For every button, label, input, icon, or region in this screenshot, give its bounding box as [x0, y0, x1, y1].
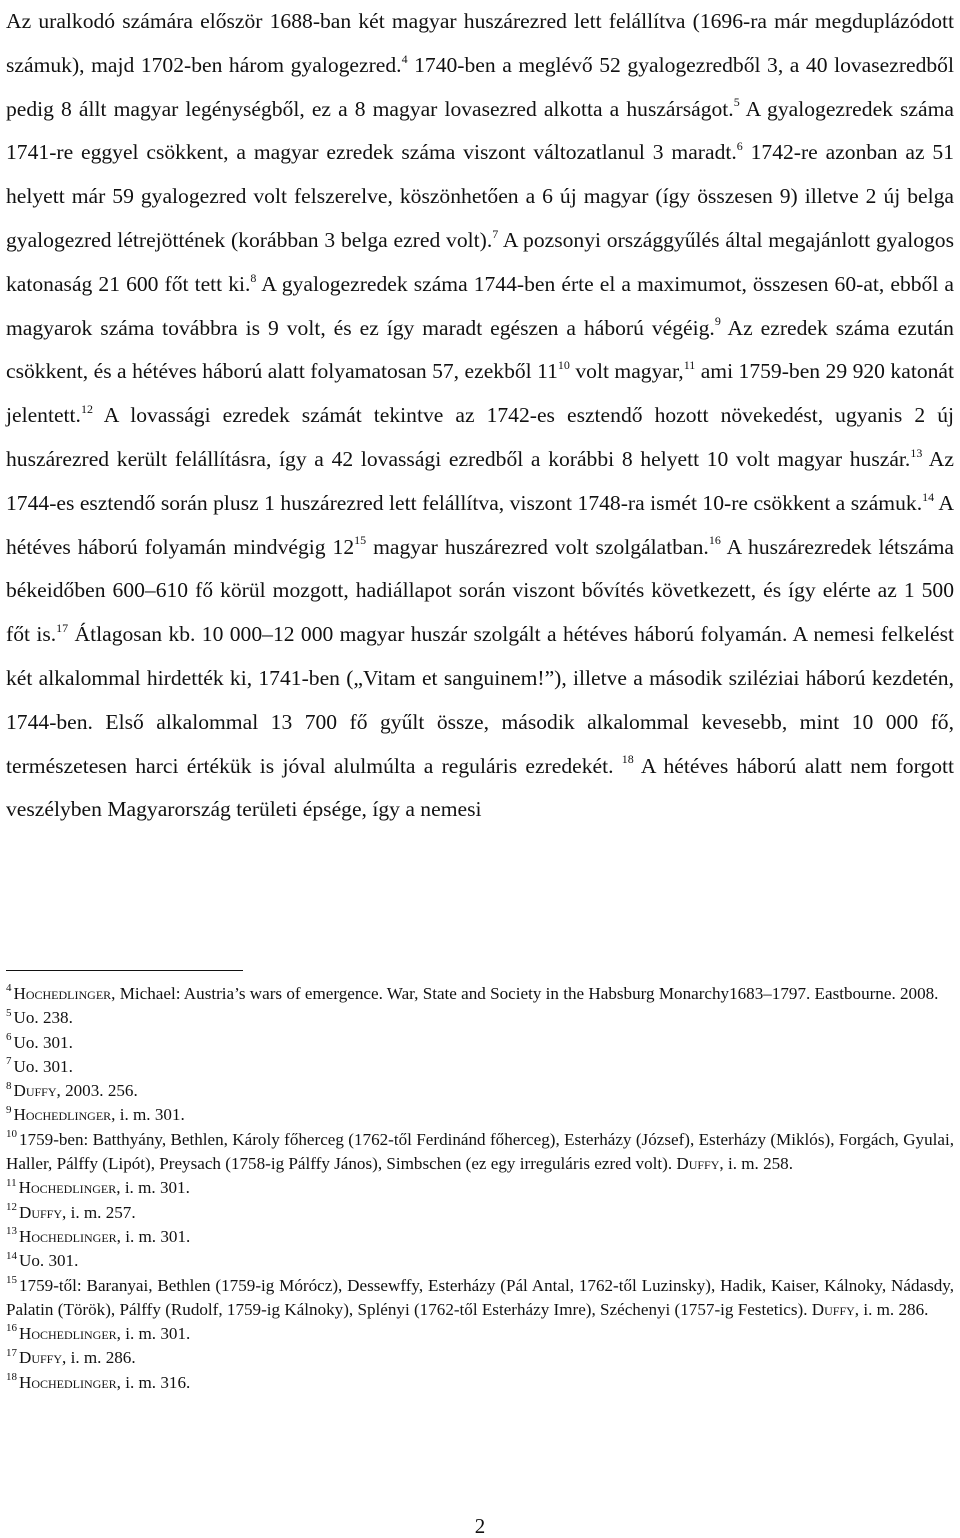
- footnote-ref[interactable]: 8: [250, 270, 257, 285]
- footnote-author: Hochedlinger: [19, 1226, 117, 1246]
- footnote-ref[interactable]: 13: [910, 445, 923, 460]
- footnote-ref[interactable]: 12: [80, 401, 93, 416]
- sentence: A hétéves háború alatt nem forgott veszélyben Magyarország területi épsége, így a nemesi: [6, 753, 954, 822]
- footnote-ref[interactable]: 9: [714, 314, 721, 329]
- footnote-number: 7: [6, 1055, 12, 1068]
- footnote-tail: , i. m. 286.: [854, 1299, 929, 1319]
- page-number: 2: [474, 1514, 486, 1538]
- footnote-12: [6, 1201, 954, 1225]
- footnotes-section: [6, 982, 954, 1395]
- footnote-11: [6, 1176, 954, 1200]
- footnote-ref[interactable]: 4: [401, 51, 408, 66]
- footnote-text: , i. m. 286.: [62, 1348, 136, 1368]
- footnote-separator: [6, 970, 243, 971]
- footnote-text: , i. m. 301.: [111, 1105, 185, 1125]
- footnote-author: Duffy: [19, 1348, 63, 1368]
- footnote-ref[interactable]: 10: [557, 358, 570, 373]
- footnote-author: Hochedlinger: [19, 1372, 117, 1392]
- footnote-number: 15: [6, 1273, 17, 1286]
- footnote-15: [6, 1274, 954, 1323]
- footnote-ref[interactable]: 16: [708, 533, 721, 548]
- sentence: ami 1759-ben 29 920 katonát jelentett.: [6, 359, 954, 428]
- footnote-number: 8: [6, 1079, 12, 1092]
- footnote-ref[interactable]: 5: [733, 95, 740, 110]
- footnote-number: 10: [6, 1128, 17, 1141]
- footnote-number: 5: [6, 1006, 12, 1019]
- footnote-ref[interactable]: 7: [492, 226, 499, 241]
- footnote-ref[interactable]: 6: [736, 139, 743, 154]
- footnote-6: [6, 1031, 954, 1055]
- footnote-author: Hochedlinger: [18, 1178, 117, 1198]
- sentence: Az 1744-es esztendő során plusz 1 huszárezred lett felállítva, viszont 1748-ra ismét 10-re csökkent a számuk.: [6, 446, 954, 515]
- footnote-author: Duffy: [13, 1081, 57, 1101]
- sentence: A lovassági ezredek számát tekintve az 1742-es esztendő hozott növekedést, ugyanis 2 új huszárezred került felállításra, így a 42 lovassági ezredből a korábbi 8 helyett 10 volt magyar huszár.: [6, 403, 954, 471]
- sentence: A huszárezredek létszáma békeidőben 600–610 fő körül mozgott, hadiállapot során viszont bővítés következett, és így elérte az 1 500 főt is.: [6, 534, 955, 647]
- sentence: Átlagosan kb. 10 000–12 000 magyar huszár szolgált a hétéves háború folyamán. A nemesi felkelést két alkalommal hirdették ki, 1741-ben („Vitam et sanguinem!”), illetve a második sziléziai háború kezdetén, 1744-ben. Első alkalommal 13 700 fő gyűlt össze, második alkalommal kevesebb, mint 10 000 fő, természetesen harci értékük is jóval alulmúlta a reguláris ezredekét.: [6, 622, 954, 778]
- footnote-number: 12: [6, 1200, 17, 1213]
- footnote-author: Duffy: [676, 1154, 720, 1174]
- footnote-text: Uo. 301.: [19, 1251, 79, 1271]
- sentence: Az ezredek száma ezután csökkent, és a hétéves háború alatt folyamatosan 57, ezekből 11: [6, 315, 954, 384]
- sentence: volt magyar,: [569, 359, 684, 384]
- sentence: Az uralkodó számára először 1688-ban két magyar huszárezred lett felállítva (1696-ra már megduplázódott számuk), majd 1702-ben három gyalogezred.: [6, 9, 954, 77]
- footnote-ref[interactable]: 15: [354, 533, 367, 548]
- footnote-10: [6, 1128, 954, 1177]
- footnote-text: Uo. 301.: [13, 1056, 73, 1076]
- footnote-13: [6, 1225, 954, 1249]
- footnote-text: , i. m. 257.: [62, 1202, 136, 1222]
- sentence: A gyalogezredek száma 1744-ben érte el a maximumot, összesen 60-at, ebből a magyarok száma továbbra is 9 volt, és ez így maradt egészen a háború végéig.: [6, 271, 954, 340]
- footnote-author: Hochedlinger: [13, 984, 112, 1003]
- footnote-7: [6, 1055, 954, 1079]
- footnote-number: 17: [6, 1346, 17, 1359]
- footnote-text: , i. m. 301.: [116, 1324, 191, 1344]
- footnote-ref[interactable]: 18: [621, 752, 634, 767]
- footnote-text: Uo. 238.: [13, 1008, 73, 1028]
- footnote-number: 11: [6, 1176, 17, 1189]
- footnote-number: 13: [6, 1225, 17, 1238]
- footnote-number: 18: [6, 1371, 17, 1384]
- footnote-text: , i. m. 301.: [116, 1178, 190, 1198]
- sentence: 1740-ben a meglévő 52 gyalogezredből 3, a 40 lovasezredből pedig 8 állt magyar legénységből, ez a 8 magyar lovasezred alkotta a huszárságot.: [6, 52, 954, 121]
- footnote-14: [6, 1249, 954, 1273]
- sentence: 1742-re azonban az 51 helyett már 59 gyalogezred volt felszerelve, köszönhetően a 6 új magyar (így összesen 9) illetve 2 új belga gyalogezred létrejöttének (korábban 3 belga ezred volt).: [6, 140, 954, 252]
- footnote-18: [6, 1371, 954, 1395]
- footnote-text: 1759-ben: Batthyány, Bethlen, Károly főherceg (1762-től Ferdinánd főherceg), Esterházy (József), Esterházy (Miklós), Forgách, Gyulai, Haller, Pálffy (Lipót), Preysach (1758-ig Pálffy János), Simbschen (ez egy irreguláris ezred volt).: [6, 1129, 954, 1174]
- footnote-tail: , i. m. 258.: [719, 1154, 794, 1174]
- footnote-17: [6, 1346, 954, 1370]
- sentence: magyar huszárezred volt szolgálatban.: [366, 534, 709, 559]
- footnote-author: Duffy: [811, 1299, 855, 1319]
- footnote-text: Uo. 301.: [13, 1032, 73, 1052]
- sentence: A pozsonyi országgyűlés által megajánlott gyalogos katonaság 21 600 főt tett ki.: [6, 227, 954, 296]
- footnote-number: 9: [6, 1103, 12, 1116]
- footnote-9: [6, 1103, 954, 1127]
- footnote-number: 6: [6, 1030, 12, 1043]
- footnote-ref[interactable]: 17: [56, 620, 69, 635]
- main-paragraph: [6, 0, 954, 832]
- footnote-5: [6, 1006, 954, 1030]
- footnote-8: [6, 1079, 954, 1103]
- sentence: A hétéves háború folyamán mindvégig 12: [6, 490, 954, 559]
- footnote-text: , i. m. 301.: [116, 1226, 191, 1246]
- sentence: A gyalogezredek száma 1741-re eggyel csökkent, a magyar ezredek száma viszont változatlanul 3 maradt.: [6, 96, 954, 165]
- footnote-author: Hochedlinger: [13, 1105, 112, 1125]
- footnote-4: [6, 982, 954, 1006]
- footnote-ref[interactable]: 11: [683, 358, 696, 373]
- footnote-number: 14: [6, 1249, 17, 1262]
- footnote-text: , Michael: Austria’s wars of emergence. War, State and Society in the Habsburg Monarchy1683–1797. Eastbourne. 2008.: [111, 984, 939, 1003]
- footnote-text: 1759-től: Baranyai, Bethlen (1759-ig Mórócz), Dessewffy, Esterházy (Pál Antal, 1762-től Luzinsky), Hadik, Kaiser, Kálnoky, Nádasdy, Palatin (Török), Pálffy (Rudolf, 1759-ig Kálnoky), Splényi (1762-től Esterházy Imre), Széchenyi (1757-ig Festetics).: [6, 1275, 954, 1319]
- footnote-number: 4: [6, 982, 12, 995]
- footnote-number: 16: [6, 1322, 17, 1335]
- footnote-author: Duffy: [19, 1202, 63, 1222]
- footnote-ref[interactable]: 14: [922, 489, 935, 504]
- footnote-text: , 2003. 256.: [56, 1081, 138, 1101]
- footnote-text: , i. m. 316.: [116, 1372, 191, 1392]
- footnote-16: [6, 1322, 954, 1346]
- footnote-author: Hochedlinger: [19, 1324, 117, 1344]
